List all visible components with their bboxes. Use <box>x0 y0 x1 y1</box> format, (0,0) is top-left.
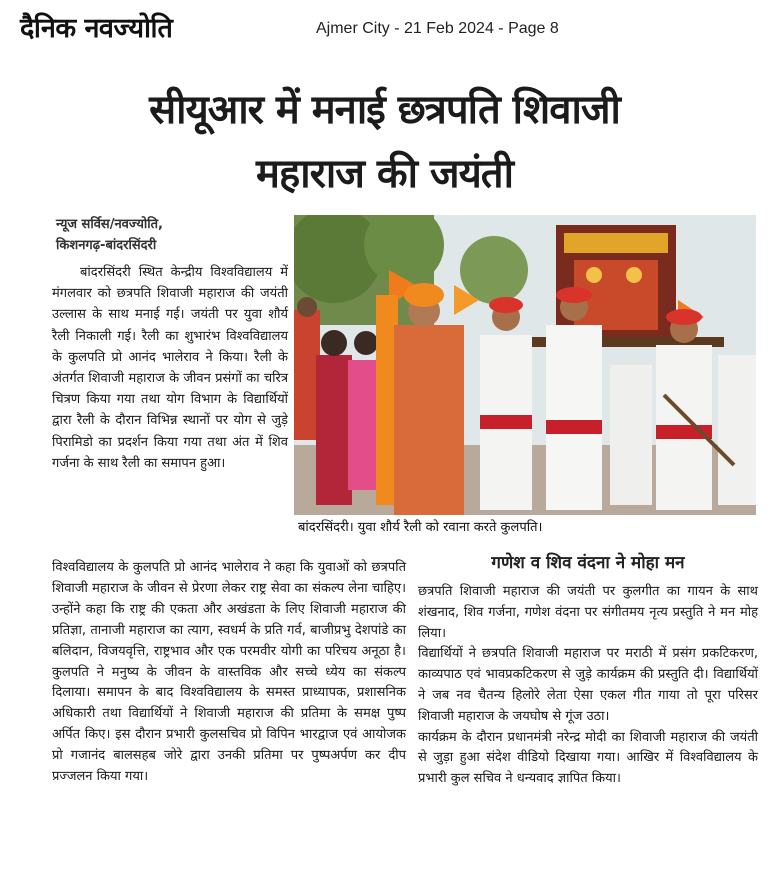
article-body-left: विश्वविद्यालय के कुलपति प्रो आनंद भालेराव ने कहा कि युवाओं को छत्रपति शिवाजी महाराज के जीवन से प्रेरणा लेकर राष्ट्र सेवा का संकल्प लेना चाहिए। उन्होंने कहा कि राष्ट्र की एकता और अखंडता के लिए शिवाजी महाराज की प्रतिज्ञा, तानाजी महाराज का त्याग, स्वधर्म के प्रति गर्व, बाजीप्रभु देशपांडे का बलिदान, विजयवृत्ति, राष्ट्रभाव और एक परमवीर योगी का परिचय अनूठा है। कुलपति ने मनुष्य के जीवन के वास्तविक और सच्चे ध्येय का संकल्प दिलाया। समापन के बाद विश्वविद्यालय के समस्त प्राध्यापक, प्रशासनिक अधिकारी तथा विद्यार्थियों ने शिवाजी महाराज की प्रतिमा के समक्ष पुष्प अर्पित किए। इस दौरान प्रभारी कुलसचिव प्रो विपिन भारद्वाज एवं आयोजक प्रो गजानंद बालसहब जोरे द्वारा उनकी प्रतिमा पर पुष्पअर्पण कर दीप प्रज्जलन किया गया। <box>52 560 406 785</box>
section-subheading: गणेश व शिव वंदना ने मोहा मन <box>491 553 685 573</box>
rally-photo <box>294 215 756 515</box>
byline-agency: न्यूज सर्विस/नवज्योति, <box>56 217 163 232</box>
article-headline <box>0 78 769 206</box>
photo-caption: बांदरसिंदरी। युवा शौर्य रैली को रवाना करते कुलपति। <box>298 520 543 535</box>
headline-line-1: सीयूआर में मनाई छत्रपति शिवाजी <box>149 87 620 133</box>
edition-info: Ajmer City - 21 Feb 2024 - Page 8 <box>316 20 559 37</box>
article-intro <box>52 262 288 474</box>
body-right-paragraph-1: छत्रपति शिवाजी महाराज की जयंती पर कुलगीत का गायन के साथ शंखनाद, शिव गर्जना, गणेश वंदना पर संगीतमय नृत्य प्रस्तुति ने मन मोह लिया। <box>418 584 758 641</box>
body-right-paragraph-2: विद्यार्थियों ने छत्रपति शिवाजी महाराज पर मराठी में प्रसंग प्रकटिकरण, काव्यपाठ एवं भावप्रकटिकरण से जुड़े कार्यक्रम की प्रस्तुति दी। विद्यार्थियों ने जब नव चैतन्य हिलोरे लेता ऐसा एकल गीत गाया तो पूरा परिसर शिवाजी महाराज के जयघोष से गूंज उठा। <box>418 646 758 724</box>
byline-location: किशनगढ़-बांदरसिंदरी <box>56 238 157 253</box>
headline-line-2: महाराज की जयंती <box>256 151 513 197</box>
newspaper-masthead: दैनिक नवज्योति <box>20 13 173 44</box>
body-right-paragraph-3: कार्यक्रम के दौरान प्रधानमंत्री नरेन्द्र मोदी का शिवाजी महाराज की जयंती से जुड़ा हुआ संदेश वीडियो दिखाया गया। आखिर में विश्वविद्यालय के प्रभारी कुल सचिव ने धन्यवाद ज्ञापित किया। <box>418 729 758 787</box>
byline <box>56 214 286 256</box>
article-body-right <box>418 582 758 790</box>
rally-photo-illustration <box>294 215 756 515</box>
intro-text: बांदरसिंदरी स्थित केन्द्रीय विश्वविद्यालय में मंगलवार को छत्रपति शिवाजी महाराज की जयंती उल्लास के साथ मनाई गई। जयंती पर युवा शौर्य रैली निकाली गई। रैली का शुभारंभ विश्वविद्यालय के कुलपति प्रो आनंद भालेराव ने किया। रैली के अंतर्गत शिवाजी महाराज के जीवन प्रसंगों का चरित्र चित्रण किया गया तथा योग विभाग के विद्यार्थियों द्वारा रैली के दौरान विभिन्न स्थानों पर योग से जुड़े पिरामिडो का प्रदर्शन किया गया तथा अंत में शिव गर्जना के साथ रैली का समापन हुआ। <box>52 265 288 471</box>
